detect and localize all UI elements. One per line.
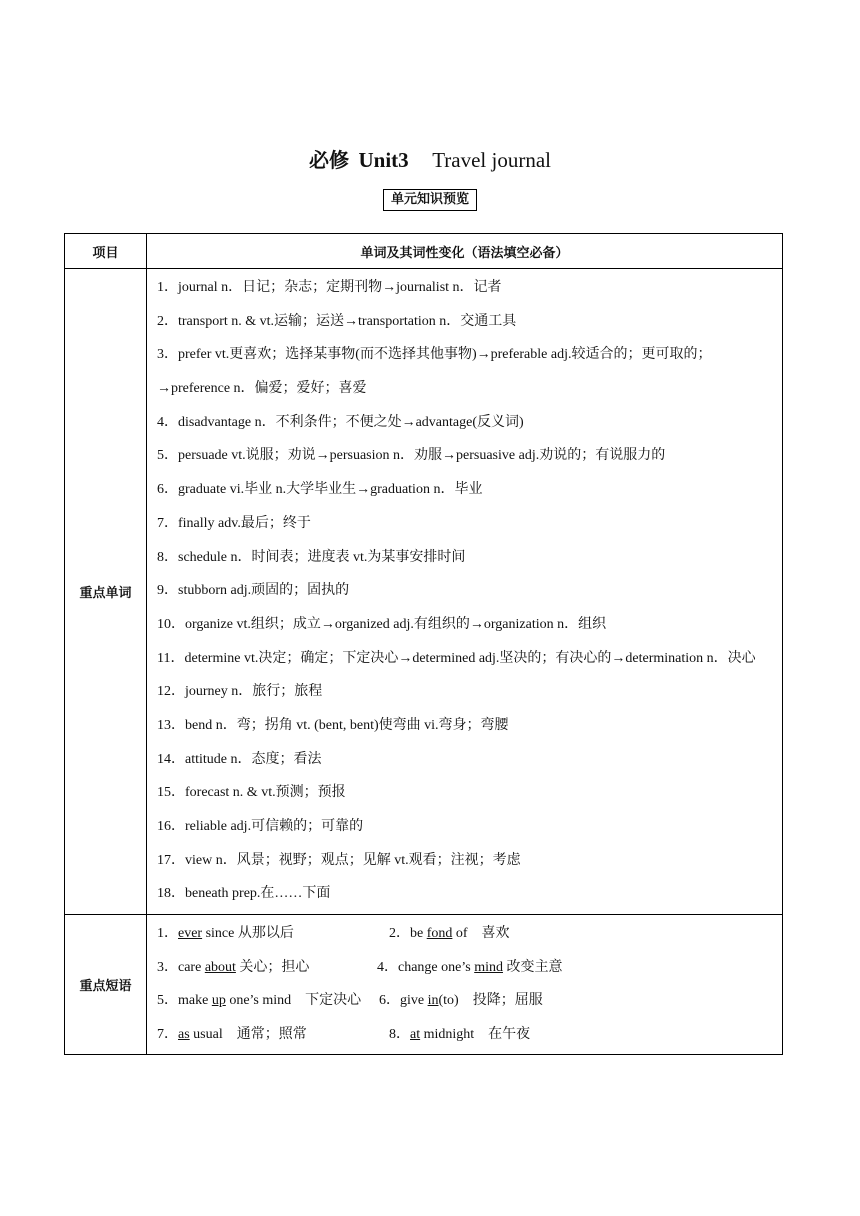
word-item: 11．determine vt.决定；确定；下定决心→determined adj.坚决的；有决心的→determination n．决心	[157, 650, 756, 666]
word-item: 4．disadvantage n．不利条件；不便之处→advantage(反义词)	[157, 414, 524, 430]
table-row-words	[65, 269, 783, 915]
phrases-label: 重点短语	[65, 915, 147, 1055]
phrase-line	[157, 1018, 775, 1052]
words-list	[147, 269, 783, 915]
phrase-item: 2．be fond of 喜欢	[389, 926, 510, 942]
section-badge: 单元知识预览	[383, 189, 477, 211]
word-item: 2．transport n. & vt.运输；运送→transportation n．交通工具	[157, 313, 517, 329]
phrase-item: 7．as usual 通常；照常	[157, 1026, 307, 1042]
phrase-item: 8．at midnight 在午夜	[389, 1026, 531, 1042]
word-item: 16．reliable adj.可信赖的；可靠的	[157, 819, 364, 835]
phrases-list	[147, 915, 783, 1055]
word-item: 6．graduate vi.毕业 n.大学毕业生→graduation n．毕业	[157, 482, 483, 498]
header-col-words: 单词及其词性变化（语法填空必备）	[147, 234, 783, 269]
phrase-line	[157, 917, 775, 951]
title-name: Travel journal	[432, 148, 551, 172]
word-item: 7．finally adv.最后；终于	[157, 515, 311, 531]
phrase-item: 4．change one’s mind 改变主意	[377, 959, 563, 975]
header-col-item: 项目	[65, 234, 147, 269]
word-item: 5．persuade vt.说服；劝说→persuasion n．劝服→persuasive adj.劝说的；有说服力的	[157, 448, 666, 464]
phrase-item: 1．ever since 从那以后	[157, 926, 294, 942]
word-item: 10．organize vt.组织；成立→organized adj.有组织的→organization n．组织	[157, 616, 607, 632]
phrase-item: 5．make up one’s mind 下定决心	[157, 993, 362, 1009]
table-row-phrases	[65, 915, 783, 1055]
word-item: 15．forecast n. & vt.预测；预报	[157, 785, 346, 801]
table-header-row	[65, 234, 783, 269]
word-item: 1．journal n．日记；杂志；定期刊物→journalist n．记者	[157, 280, 502, 295]
title-prefix: 必修	[309, 148, 349, 172]
phrase-line	[157, 984, 775, 1018]
word-item: 13．bend n．弯；拐角 vt. (bent, bent)使弯曲 vi.弯身；弯腰	[157, 717, 509, 733]
word-item: 12．journey n．旅行；旅程	[157, 684, 323, 700]
vocabulary-table	[64, 233, 783, 1055]
page-title	[0, 144, 860, 173]
word-item: 8．schedule n．时间表；进度表 vt.为某事安排时间	[157, 549, 466, 565]
phrase-line	[157, 951, 775, 985]
word-item: 9．stubborn adj.顽固的；固执的	[157, 583, 350, 599]
phrase-item: 6．give in(to) 投降；屈服	[379, 993, 543, 1009]
word-item: 3．prefer vt.更喜欢；选择某事物(而不选择其他事物)→preferable adj.较适合的；更可取的；→preference n．偏爱；爱好；喜爱	[157, 347, 712, 397]
words-label: 重点单词	[65, 269, 147, 915]
phrase-item: 3．care about 关心；担心	[157, 959, 310, 975]
word-item: 17．view n．风景；视野；观点；见解 vt.观看；注视；考虑	[157, 852, 521, 868]
word-item: 18．beneath prep.在……下面	[157, 886, 331, 902]
word-item: 14．attitude n．态度；看法	[157, 751, 322, 767]
title-unit: Unit3	[358, 148, 409, 172]
